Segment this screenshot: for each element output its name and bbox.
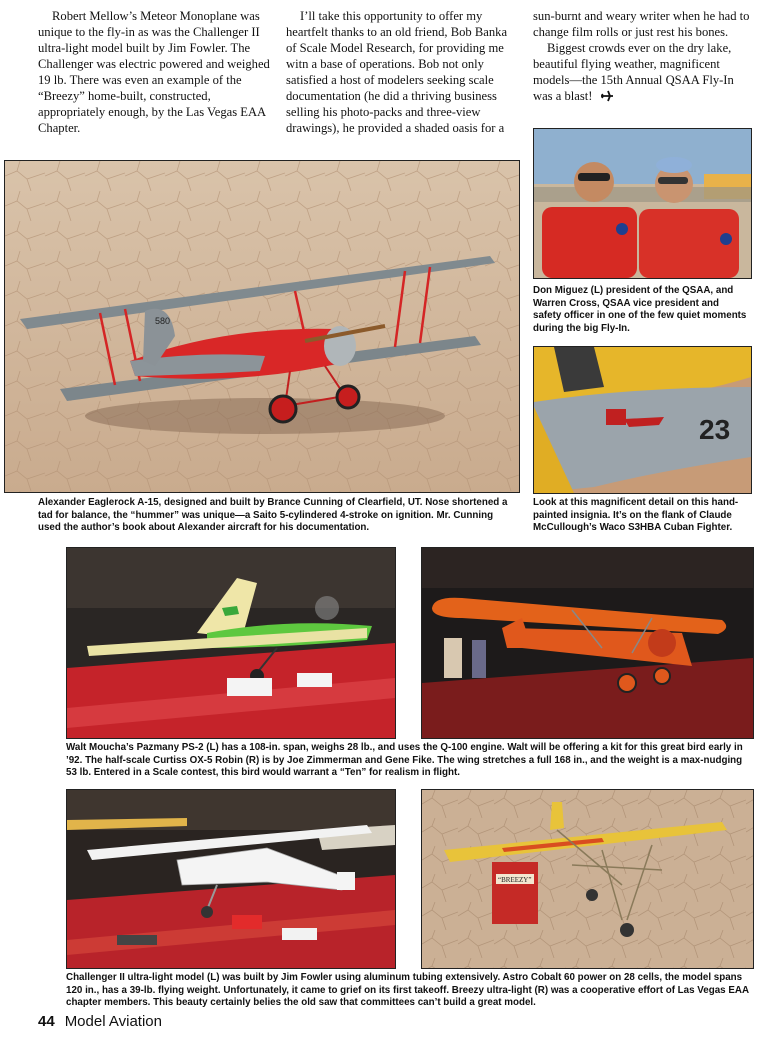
- fuselage-number: 23: [699, 414, 731, 445]
- photo-pazmany-ps2: [66, 547, 396, 739]
- magazine-title: Model Aviation: [64, 1013, 162, 1030]
- paragraph-text: Biggest crowds ever on the dry lake, beautiful flying weather, magnificent models—the 15th Annual QSAA Fly-In was a blast!: [533, 41, 734, 103]
- photo-waco-insignia: [533, 346, 752, 494]
- photo-challenger-ii: [66, 789, 396, 969]
- photo-breezy-ultralight: [421, 789, 754, 969]
- paragraph: sun-burnt and weary writer when he had to change film rolls or just rest his bones.: [533, 9, 750, 39]
- paragraph: I’ll take this opportunity to offer my heartfelt thanks to an old friend, Bob Banka of Scale Model Research, for providing me witn a base of operations. Bob not only satisfied a host of modelers seeking scale documentation (he did a thriving business selling his photo-packs and three-view drawings), he provided a shaded oasis for a: [286, 9, 508, 135]
- airplane-icon: [600, 90, 614, 102]
- text-column-3: [533, 8, 755, 104]
- caption-challenger-breezy: Challenger II ultra-light model (L) was built by Jim Fowler using aluminum tubing extensively. Astro Cobalt 60 power on 28 cells, the model spans 120 in., has a 39-lb. flying weight. Unfortunately, it came to grief on its first takeoff. Breezy ultra-light (R) was a cooperative effort of Las Vegas EAA chapter members. This beauty certainly belies the old saw that committees can’t build a great model.: [66, 972, 749, 1008]
- caption-eaglerock: Alexander Eaglerock A-15, designed and built by Brance Cunning of Clearfield, UT. Nose shortened a tad for balance, the “hummer” was unique—a Saito 5-cylindered 4-stroke on ignition. Mr. Cunning used the author’s book about Alexander aircraft for his documentation.: [38, 497, 508, 533]
- breezy-sign-text: “BREEZY”: [498, 876, 532, 884]
- paragraph: Robert Mellow’s Meteor Monoplane was unique to the fly-in as was the Challenger II ultra-light model built by Jim Fowler. The Challenger was electric powered and weighed 19 lb. There was even an example of the “Breezy” home-built, constructed, appropriately enough, by the Las Vegas EAA Chapter.: [38, 9, 270, 135]
- text-column-2: [286, 8, 518, 136]
- photo-eaglerock-biplane: [4, 160, 520, 493]
- page-number: 44: [38, 1013, 55, 1030]
- caption-pazmany-robin: Walt Moucha’s Pazmany PS-2 (L) has a 108-in. span, weighs 28 lb., and uses the Q-100 engine. Walt will be offering a kit for this great bird early in ’92. The half-scale Curtiss OX-5 Robin (R) is by Joe Zimmerman and Gene Fike. The wing stretches a full 168 in., and the weight is a max-nudging 53 lb. Entered in a Scale contest, this bird would warrant a “Ten” for realism in flight.: [66, 742, 743, 778]
- tail-number: 580: [155, 316, 171, 326]
- page-footer: [38, 1013, 162, 1030]
- caption-officials: Don Miguez (L) president of the QSAA, and Warren Cross, QSAA vice president and safety officer in one of the few quiet moments during the big Fly-In.: [533, 285, 747, 334]
- caption-insignia: Look at this magnificent detail on this hand-painted insignia. It’s on the flank of Claude McCullough’s Waco S3HBA Cuban Fighter.: [533, 497, 739, 533]
- paragraph: [533, 40, 755, 104]
- text-column-1: [38, 8, 270, 136]
- photo-curtiss-robin: [421, 547, 754, 739]
- photo-qsaa-officials: [533, 128, 752, 279]
